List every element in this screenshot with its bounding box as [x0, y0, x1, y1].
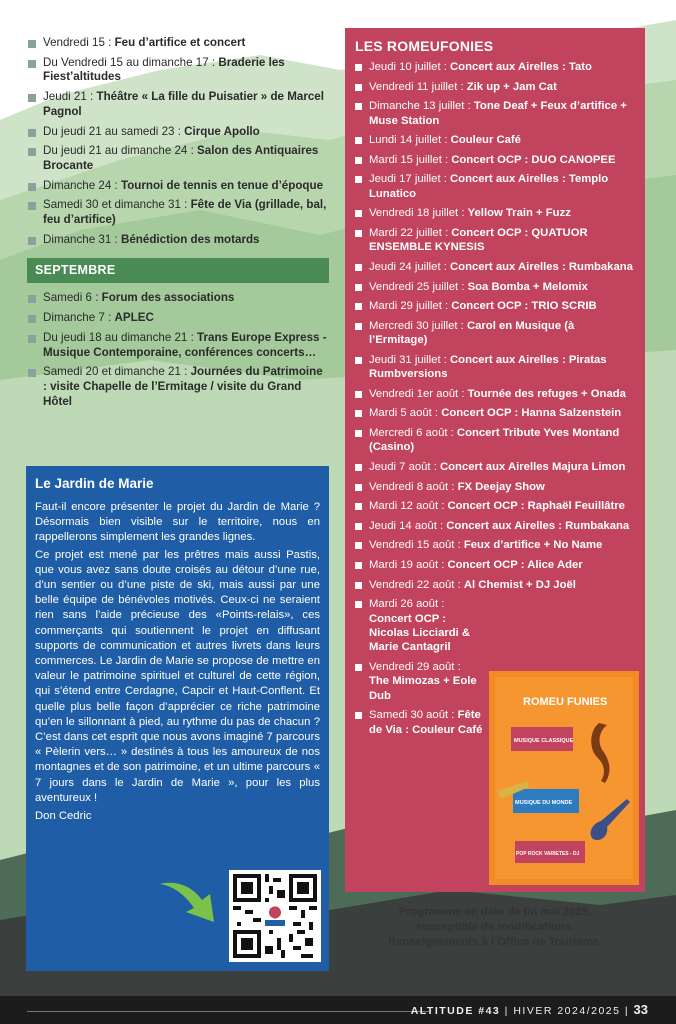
square-bullet-icon: [355, 323, 362, 330]
square-bullet-icon: [355, 484, 362, 491]
curved-arrow-icon: [156, 876, 220, 928]
square-bullet-icon: [355, 523, 362, 530]
square-bullet-icon: [355, 210, 362, 217]
square-bullet-icon: [28, 129, 36, 137]
list-item: Vendredi 11 juillet : Zik up + Jam Cat: [355, 80, 635, 94]
jardin-de-marie-box: [26, 466, 329, 971]
july-event-list: [27, 36, 329, 247]
list-item: Vendredi 1er août : Tournée des refuges + Onada: [355, 387, 635, 401]
list-item: Jeudi 14 août : Concert aux Airelles : Rumbakana: [355, 519, 635, 533]
square-bullet-icon: [355, 562, 362, 569]
jardin-title: Le Jardin de Marie: [35, 476, 154, 491]
square-bullet-icon: [355, 601, 362, 608]
square-bullet-icon: [355, 542, 362, 549]
list-item: Mardi 5 août : Concert OCP : Hanna Salzenstein: [355, 406, 635, 420]
qr-code[interactable]: [229, 870, 321, 962]
square-bullet-icon: [355, 284, 362, 291]
square-bullet-icon: [355, 391, 362, 398]
jardin-signature: Don Cedric: [35, 810, 92, 823]
square-bullet-icon: [355, 464, 362, 471]
list-item: Dimanche 24 : Tournoi de tennis en tenue d’époque: [27, 179, 329, 194]
list-item: Vendredi 22 août : Al Chemist + DJ Joël: [355, 578, 635, 592]
list-item: Du jeudi 21 au samedi 23 : Cirque Apollo: [27, 125, 329, 140]
poster-block-classique: MUSIQUE CLASSIQUE: [514, 738, 574, 744]
jardin-paragraph: Ce projet est mené par les prêtres mais aussi Pastis, que vous avez sans doute croisés au détour d’une rue, d’un sentier ou d’une piste de ski, mais aussi par une belle équipe de bénévoles motivés. Ceux-ci ne seraient rien sans l’aide précieuse des «Points-relais», ces commerçants qui soutiennent le projet en diffusant supports de communication et autres livrets dans leurs commerces. Le Jardin de Marie se propose de mettre en valeur le patrimoine spirituel et culturel de cette région, qui s’étend entre Cerdagne, Capcir et Haut-Conflent. Et quelle plus belle façon d’apprécier ce riche patrimoine qu’en le sillonnant à pied, au rythme du pas de chacun ? C’est dans cet esprit que nous avons imaginé 7 parcours « Pèlerin vers… » destinés à tous les amoureux de nos montagnes et de son patrimoine, et un ultime parcours « 7 jours dans le Jardin de Marie », pour les plus aventureux !: [35, 548, 320, 804]
square-bullet-icon: [28, 148, 36, 156]
list-item: Jeudi 24 juillet : Concert aux Airelles : Rumbakana: [355, 260, 635, 274]
square-bullet-icon: [28, 60, 36, 68]
square-bullet-icon: [355, 103, 362, 110]
list-item: Vendredi 18 juillet : Yellow Train + Fuzz: [355, 206, 635, 220]
square-bullet-icon: [355, 503, 362, 510]
square-bullet-icon: [355, 157, 362, 164]
square-bullet-icon: [355, 582, 362, 589]
square-bullet-icon: [355, 230, 362, 237]
footer-credit: [411, 1002, 648, 1017]
list-item: Jeudi 21 : Théâtre « La fille du Puisatier » de Marcel Pagnol: [27, 90, 329, 119]
list-item: Vendredi 29 août : The Mimozas + Eole Dub: [355, 660, 483, 703]
jardin-paragraph: Faut-il encore présenter le projet du Jardin de Marie ? Désormais bien visible sur le territoire, nous en rappellerons simplement les grandes lignes.: [35, 501, 320, 544]
programme-footnote: Programme en date de fin mai 2025, susceptible de modifications. Renseignements à l’Office de Tourisme.: [388, 906, 602, 948]
list-item: Du jeudi 21 au dimanche 24 : Salon des Antiquaires Brocante: [27, 144, 329, 173]
list-item: Dimanche 13 juillet : Tone Deaf + Feux d’artifice + Muse Station: [355, 99, 635, 128]
square-bullet-icon: [355, 357, 362, 364]
square-bullet-icon: [28, 335, 36, 343]
square-bullet-icon: [28, 237, 36, 245]
issue-label: | HIVER 2024/2025 |: [500, 1005, 634, 1017]
square-bullet-icon: [355, 264, 362, 271]
list-item: Lundi 14 juillet : Couleur Café: [355, 133, 635, 147]
poster-illustration: [489, 671, 639, 885]
square-bullet-icon: [28, 94, 36, 102]
list-item: Jeudi 7 août : Concert aux Airelles Majura Limon: [355, 460, 635, 474]
romeufonies-event-list: [355, 60, 635, 592]
list-item: Samedi 20 et dimanche 21 : Journées du Patrimoine : visite Chapelle de l’Ermitage / visite du Grand Hôtel: [27, 365, 329, 409]
list-item: Samedi 6 : Forum des associations: [27, 291, 329, 306]
square-bullet-icon: [355, 84, 362, 91]
september-event-list: [27, 291, 329, 409]
left-column: [27, 36, 329, 414]
qr-code-icon: [233, 874, 317, 958]
list-item: Mercredi 6 août : Concert Tribute Yves Montand (Casino): [355, 426, 635, 455]
list-item: Du jeudi 18 au dimanche 21 : Trans Europe Express - Musique Contemporaine, conférences concerts…: [27, 331, 329, 360]
page-number: 33: [633, 1002, 648, 1017]
square-bullet-icon: [28, 315, 36, 323]
square-bullet-icon: [355, 664, 362, 671]
page-footer: [0, 996, 676, 1024]
square-bullet-icon: [355, 430, 362, 437]
list-item: Mardi 26 août : Concert OCP : Nicolas Licciardi & Marie Cantagril: [355, 597, 483, 655]
square-bullet-icon: [355, 64, 362, 71]
list-item: Mardi 29 juillet : Concert OCP : TRIO SCRIB: [355, 299, 635, 313]
list-item: Jeudi 17 juillet : Concert aux Airelles : Templo Lunatico: [355, 172, 635, 201]
romeufonies-title: LES ROMEUFONIES: [355, 38, 494, 54]
list-item: Mardi 12 août : Concert OCP : Raphaël Feuillâtre: [355, 499, 635, 513]
list-item: Samedi 30 août : Fête de Via : Couleur Café: [355, 708, 483, 737]
list-item: Vendredi 15 août : Feux d’artifice + No Name: [355, 538, 635, 552]
romeufonies-box: [345, 28, 645, 892]
square-bullet-icon: [355, 176, 362, 183]
romeufonies-poster: [489, 671, 639, 885]
list-item: Vendredi 8 août : FX Deejay Show: [355, 480, 635, 494]
list-item: Mardi 15 juillet : Concert OCP : DUO CANOPEE: [355, 153, 635, 167]
square-bullet-icon: [28, 40, 36, 48]
poster-block-monde: MUSIQUE DU MONDE: [515, 800, 573, 806]
list-item: Mardi 22 juillet : Concert OCP : QUATUOR ENSEMBLE KYNESIS: [355, 226, 635, 255]
magazine-name: ALTITUDE #43: [410, 1005, 501, 1017]
square-bullet-icon: [355, 303, 362, 310]
square-bullet-icon: [28, 295, 36, 303]
square-bullet-icon: [355, 137, 362, 144]
september-heading: SEPTEMBRE: [27, 258, 329, 283]
list-item: Jeudi 31 juillet : Concert aux Airelles : Piratas Rumbversions: [355, 353, 635, 382]
poster-block-pop: POP ROCK VARIETES - DJ: [516, 851, 580, 857]
square-bullet-icon: [355, 712, 362, 719]
footer-rule: [27, 1011, 431, 1012]
list-item: Du Vendredi 15 au dimanche 17 : Braderie les Fiest’altitudes: [27, 56, 329, 85]
list-item: Mercredi 30 juillet : Carol en Musique (à l’Ermitage): [355, 319, 635, 348]
list-item: Mardi 19 août : Concert OCP : Alice Ader: [355, 558, 635, 572]
list-item: Jeudi 10 juillet : Concert aux Airelles : Tato: [355, 60, 635, 74]
list-item: Vendredi 25 juillet : Soa Bomba + Melomix: [355, 280, 635, 294]
square-bullet-icon: [28, 202, 36, 210]
square-bullet-icon: [28, 183, 36, 191]
list-item: Dimanche 7 : APLEC: [27, 311, 329, 326]
list-item: Vendredi 15 : Feu d’artifice et concert: [27, 36, 329, 51]
square-bullet-icon: [355, 410, 362, 417]
poster-brand: ROMEU FUNIES: [523, 696, 608, 708]
list-item: Dimanche 31 : Bénédiction des motards: [27, 233, 329, 248]
list-item: Samedi 30 et dimanche 31 : Fête de Via (grillade, bal, feu d’artifice): [27, 198, 329, 227]
square-bullet-icon: [28, 369, 36, 377]
